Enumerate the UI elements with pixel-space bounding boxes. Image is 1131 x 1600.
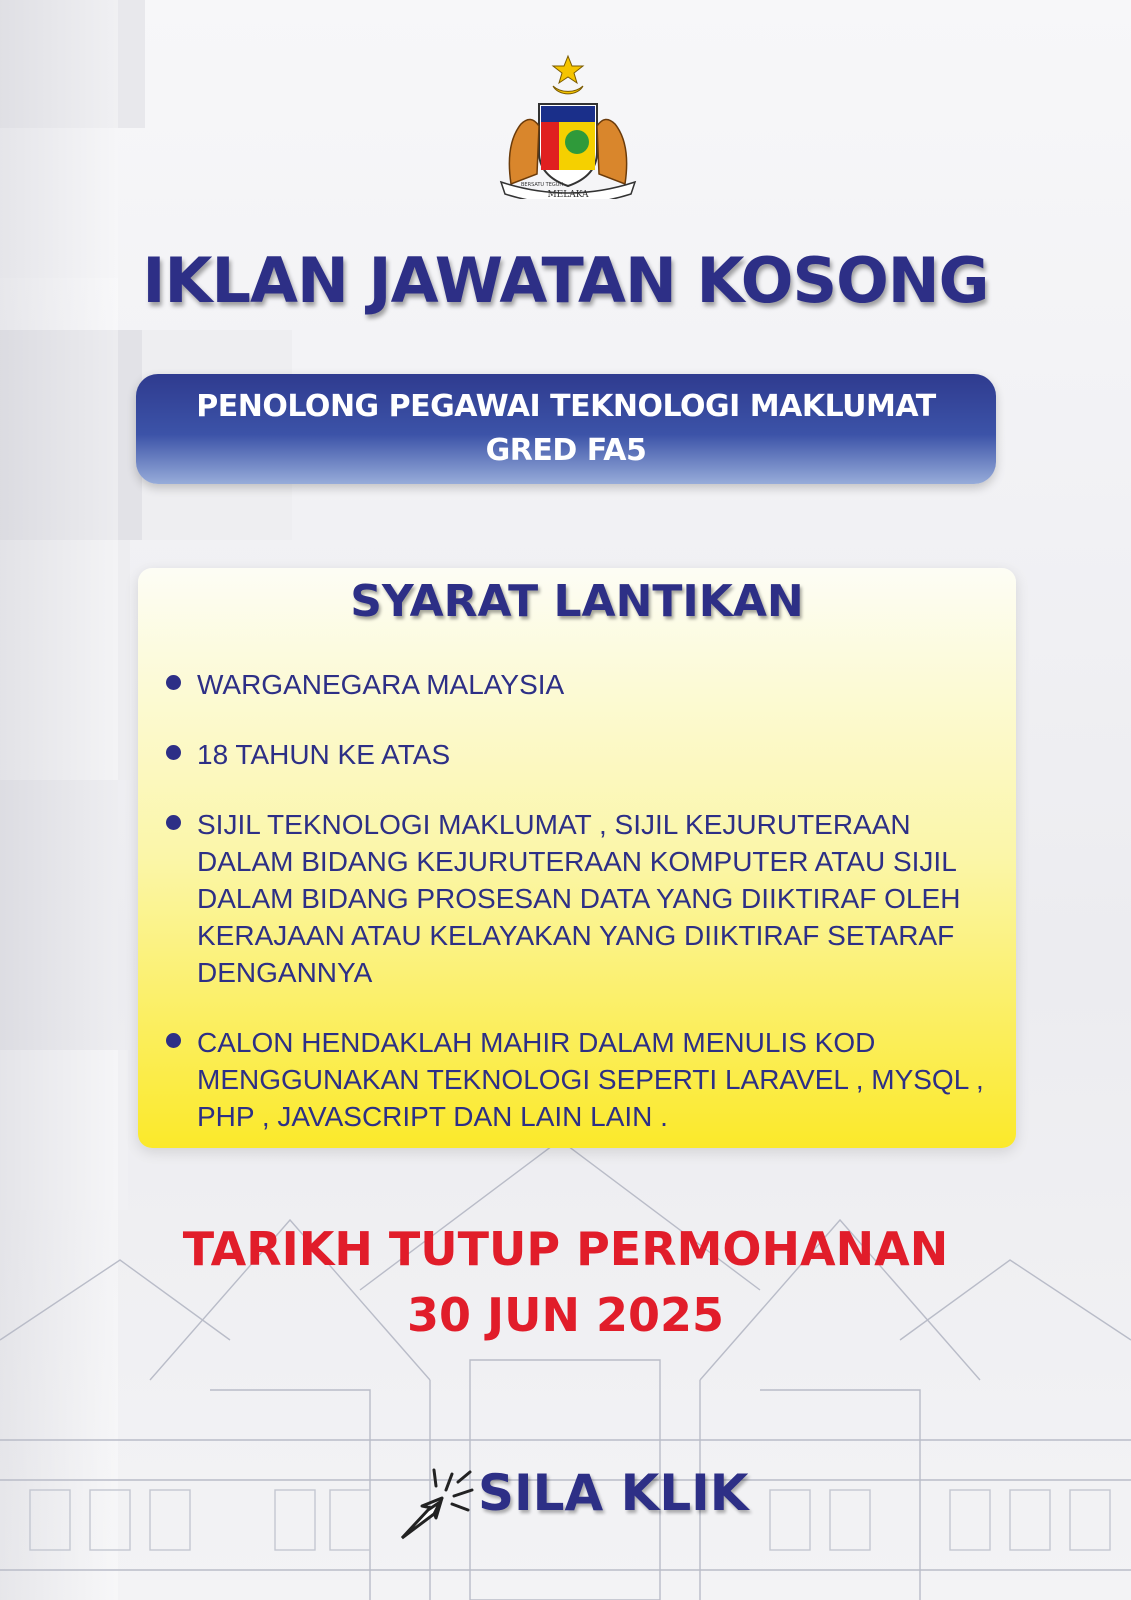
bullet-icon <box>166 1033 181 1048</box>
click-here-button[interactable] <box>380 1452 780 1562</box>
position-banner <box>136 374 996 484</box>
crest-motto-text: BERSATU TEGUH <box>521 182 564 188</box>
deadline-date: 30 JUN 2025 <box>406 1288 725 1342</box>
bullet-icon <box>166 815 181 830</box>
requirements-title: SYARAT LANTIKAN <box>350 576 804 627</box>
crest-banner-text: MELAKA <box>547 190 589 199</box>
deadline-label: TARIKH TUTUP PERMOHANAN <box>182 1222 949 1276</box>
requirement-text: CALON HENDAKLAH MAHIR DALAM MENULIS KOD MENGGUNAKAN TEKNOLOGI SEPERTI LARAVEL , MYSQL , PHP , JAVASCRIPT DAN LAIN LAIN . <box>197 1027 984 1132</box>
position-title: PENOLONG PEGAWAI TEKNOLOGI MAKLUMAT <box>196 389 936 424</box>
page-title: IKLAN JAWATAN KOSONG <box>142 244 989 317</box>
melaka-crest-icon <box>481 54 655 199</box>
bullet-icon <box>166 675 181 690</box>
requirement-text: 18 TAHUN KE ATAS <box>197 739 451 770</box>
deadline-block <box>0 1216 1131 1348</box>
list-item <box>166 666 986 703</box>
cursor-click-icon <box>380 1452 490 1562</box>
requirement-text: SIJIL TEKNOLOGI MAKLUMAT , SIJIL KEJURUTERAAN DALAM BIDANG KEJURUTERAAN KOMPUTER ATAU SIJIL DALAM BIDANG PROSESAN DATA YANG DIIKTIRAF OLEH KERAJAAN ATAU KELAYAKAN YANG DIIKTIRAF SETARAF DENGANNYA <box>197 809 961 988</box>
list-item <box>166 736 986 773</box>
click-here-label: SILA KLIK <box>478 1464 749 1522</box>
requirements-list <box>166 666 986 1168</box>
list-item <box>166 1024 986 1135</box>
bullet-icon <box>166 745 181 760</box>
position-grade: GRED FA5 <box>485 433 647 468</box>
requirements-card <box>138 568 1016 1148</box>
requirement-text: WARGANEGARA MALAYSIA <box>197 669 565 700</box>
list-item <box>166 806 986 991</box>
